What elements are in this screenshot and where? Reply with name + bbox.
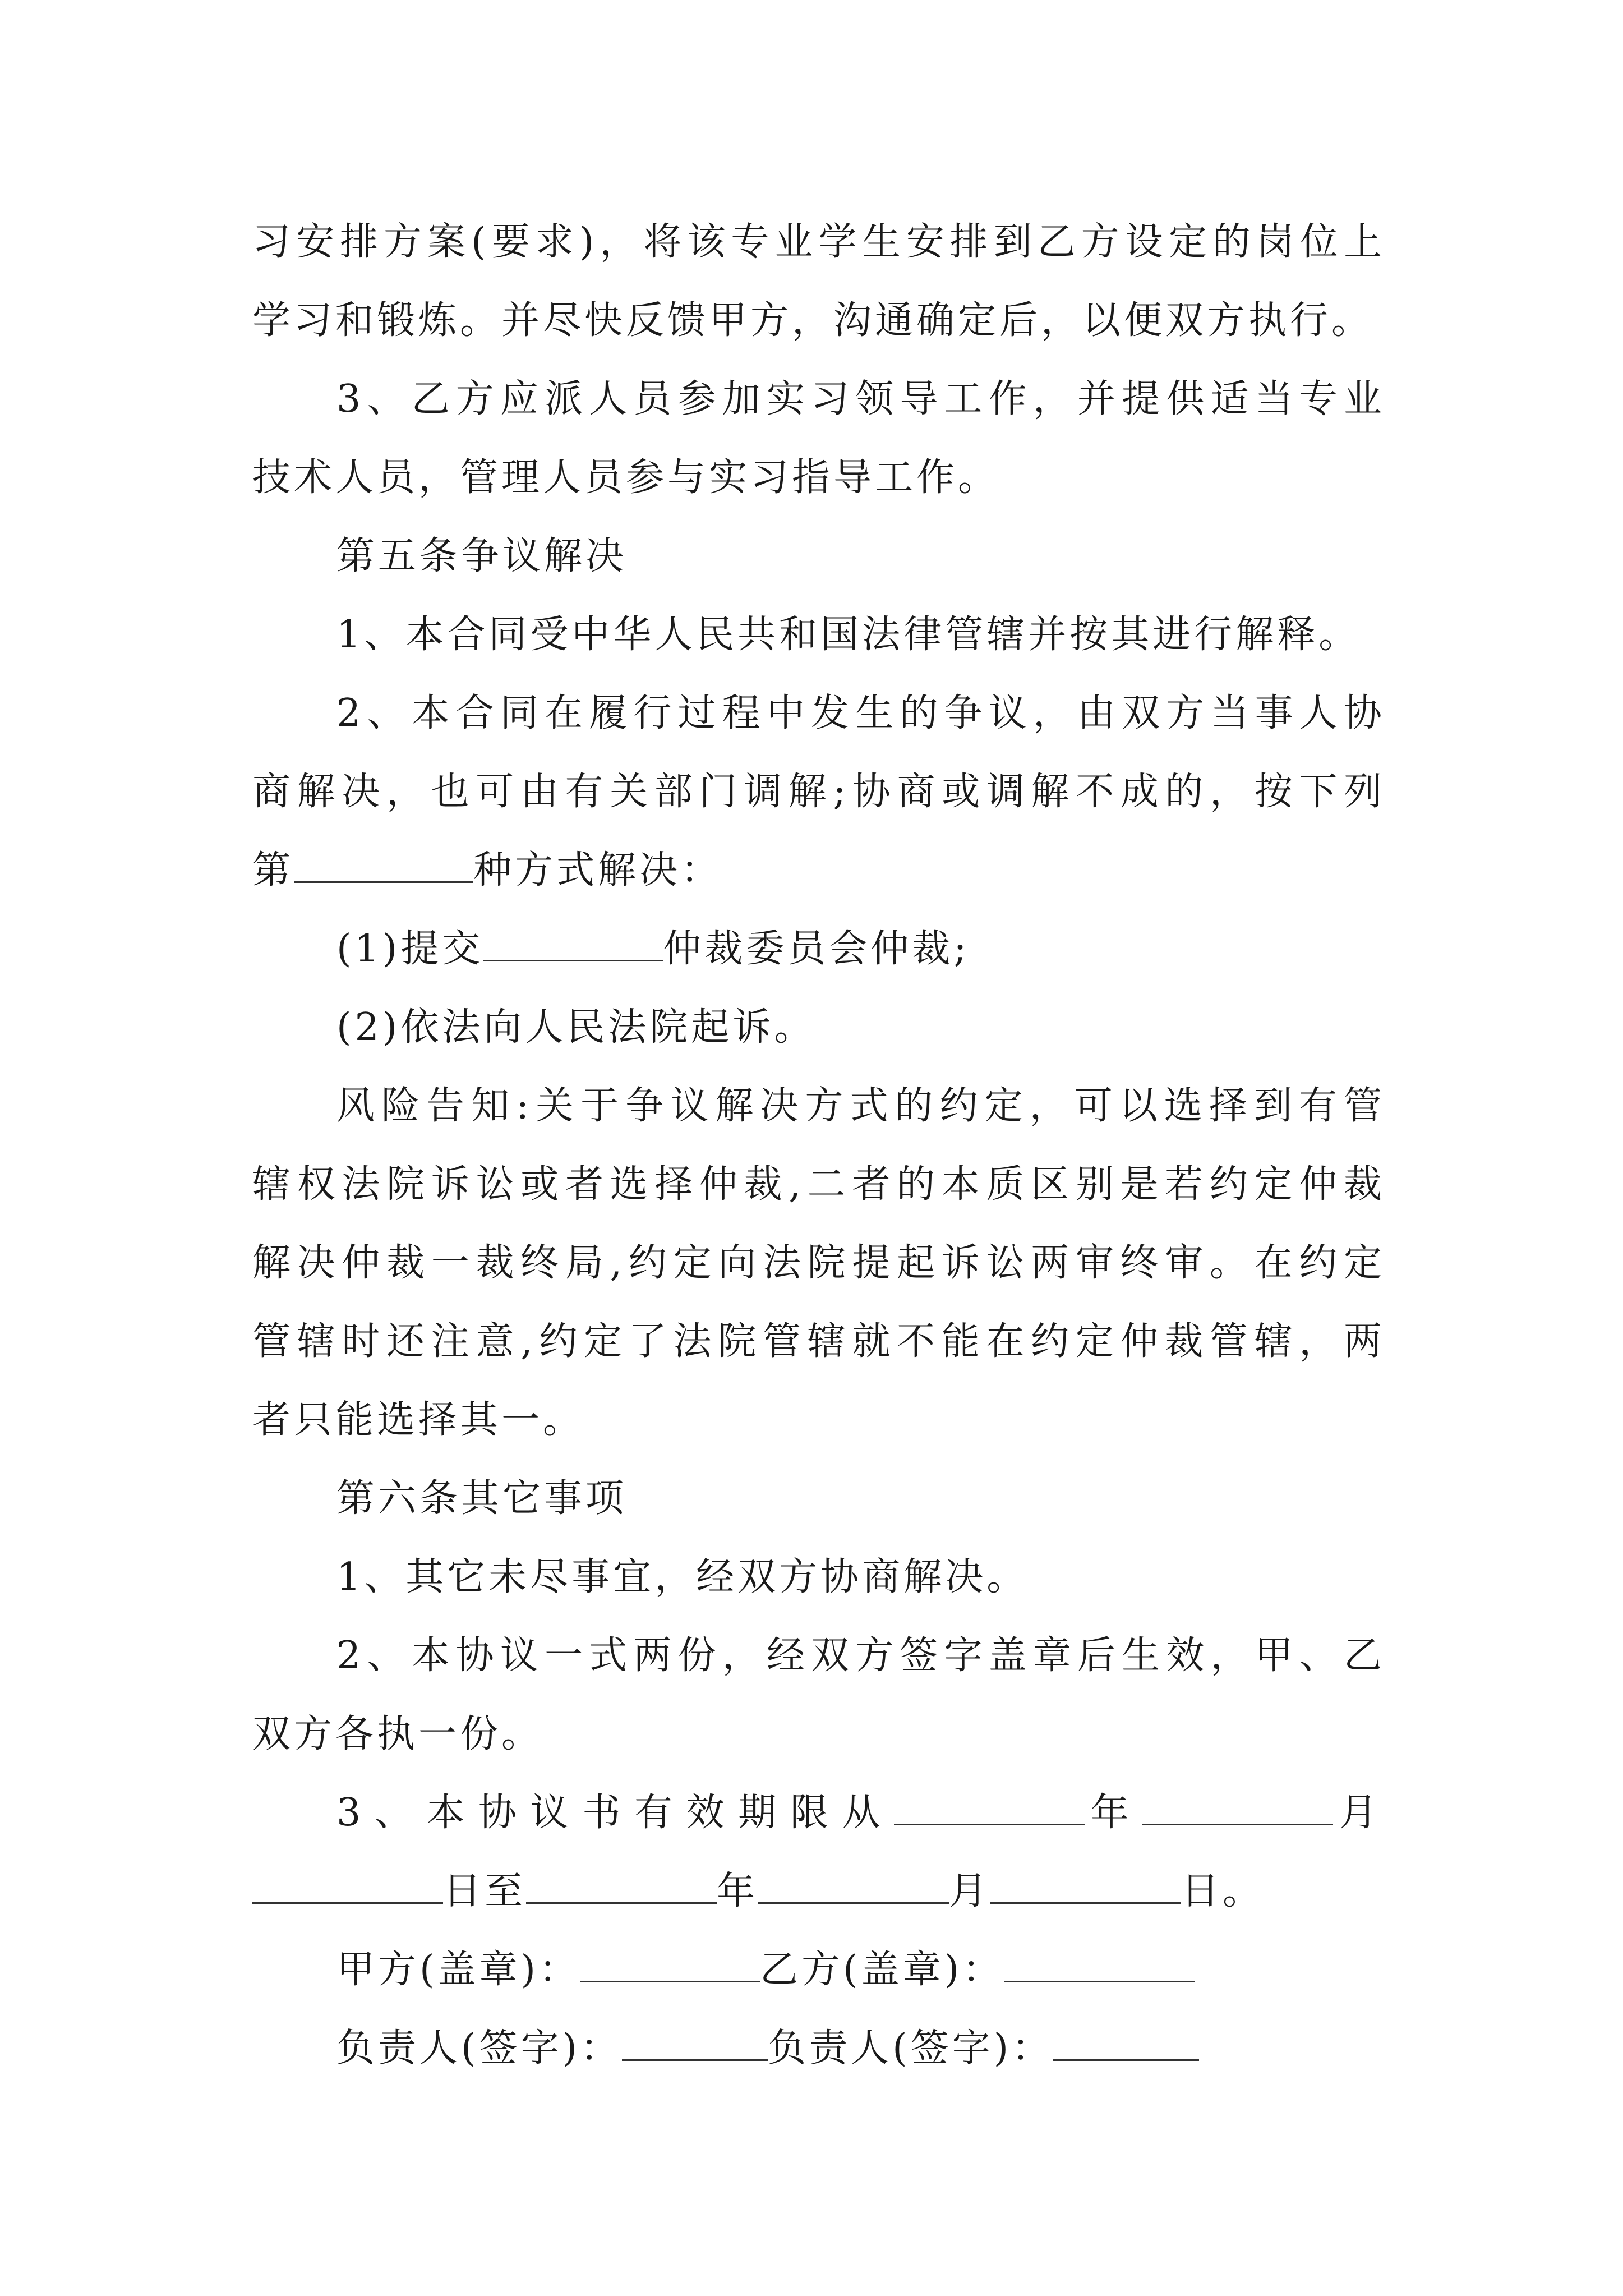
validity-prefix: 3、本协议书有效期限从 bbox=[336, 1791, 895, 1835]
leader-a-sign-label: 负责人(签字)： bbox=[336, 2026, 623, 2070]
paragraph-line: 2、本协议一式两份，经双方签字盖章后生效，甲、乙 bbox=[336, 1634, 1385, 1678]
end-year-label: 年 bbox=[717, 1869, 759, 1913]
risk-notice-line: 者只能选择其一。 bbox=[252, 1398, 585, 1442]
end-day-blank[interactable] bbox=[990, 1866, 1181, 1904]
paragraph-line: 2、本合同在履行过程中发生的争议，由双方当事人协 bbox=[336, 691, 1385, 735]
end-month-label: 月 bbox=[949, 1869, 991, 1913]
validity-line-1 bbox=[336, 1785, 1385, 1841]
leader-b-sign-label: 负责人(签字)： bbox=[768, 2026, 1054, 2070]
start-month-blank[interactable] bbox=[1142, 1788, 1333, 1825]
method-number-blank[interactable] bbox=[294, 845, 473, 883]
risk-notice-line: 风险告知:关于争议解决方式的约定，可以选择到有管 bbox=[336, 1084, 1385, 1128]
end-day-label: 日。 bbox=[1181, 1869, 1265, 1913]
validity-line-2 bbox=[252, 1864, 1385, 1920]
start-day-blank[interactable] bbox=[252, 1866, 443, 1904]
party-b-seal-blank[interactable] bbox=[1004, 1945, 1195, 1982]
paragraph-line: 双方各执一份。 bbox=[252, 1712, 543, 1756]
paragraph-line: 商解决，也可由有关部门调解;协商或调解不成的，按下列 bbox=[252, 770, 1385, 814]
year-label: 年 bbox=[1085, 1791, 1143, 1835]
leader-b-sign-blank[interactable] bbox=[1053, 2023, 1199, 2061]
method-suffix: 种方式解决： bbox=[473, 848, 723, 892]
paragraph-line: 习安排方案(要求)，将该专业学生安排到乙方设定的岗位上 bbox=[252, 220, 1385, 264]
paragraph-line: 学习和锻炼。并尽快反馈甲方，沟通确定后，以便双方执行。 bbox=[252, 298, 1373, 343]
method-choice-line bbox=[252, 843, 1385, 899]
end-year-blank[interactable] bbox=[526, 1866, 717, 1904]
party-a-seal-blank[interactable] bbox=[580, 1945, 760, 1982]
end-month-blank[interactable] bbox=[758, 1866, 949, 1904]
month-label: 月 bbox=[1333, 1791, 1385, 1835]
option-court-line: (2)依法向人民法院起诉。 bbox=[336, 1005, 816, 1050]
section-heading-article-5: 第五条争议解决 bbox=[336, 534, 628, 578]
option1-prefix: (1)提交 bbox=[336, 927, 484, 971]
paragraph-line: 1、其它未尽事宜，经双方协商解决。 bbox=[336, 1555, 1029, 1599]
seal-line bbox=[336, 1942, 1385, 1998]
leader-a-sign-blank[interactable] bbox=[622, 2023, 768, 2061]
paragraph-line: 1、本合同受中华人民共和国法律管辖并按其进行解释。 bbox=[336, 613, 1361, 657]
party-a-seal-label: 甲方(盖章)： bbox=[336, 1948, 581, 1992]
method-prefix: 第 bbox=[252, 848, 294, 892]
paragraph-line: 技术人员，管理人员参与实习指导工作。 bbox=[252, 455, 1000, 500]
arbitration-committee-blank[interactable] bbox=[483, 924, 663, 961]
option-arbitration-line bbox=[336, 921, 1385, 977]
day-to-label: 日至 bbox=[443, 1869, 527, 1913]
risk-notice-line: 管辖时还注意,约定了法院管辖就不能在约定仲裁管辖，两 bbox=[252, 1319, 1385, 1364]
option1-suffix: 仲裁委员会仲裁; bbox=[663, 927, 970, 971]
risk-notice-line: 辖权法院诉讼或者选择仲裁,二者的本质区别是若约定仲裁 bbox=[252, 1162, 1385, 1207]
signature-line bbox=[336, 2021, 1385, 2077]
party-b-seal-label: 乙方(盖章)： bbox=[760, 1948, 1004, 1992]
start-year-blank[interactable] bbox=[894, 1788, 1085, 1825]
paragraph-line: 3、乙方应派人员参加实习领导工作，并提供适当专业 bbox=[336, 377, 1385, 421]
section-heading-article-6: 第六条其它事项 bbox=[336, 1476, 628, 1521]
risk-notice-line: 解决仲裁一裁终局,约定向法院提起诉讼两审终审。在约定 bbox=[252, 1241, 1385, 1285]
